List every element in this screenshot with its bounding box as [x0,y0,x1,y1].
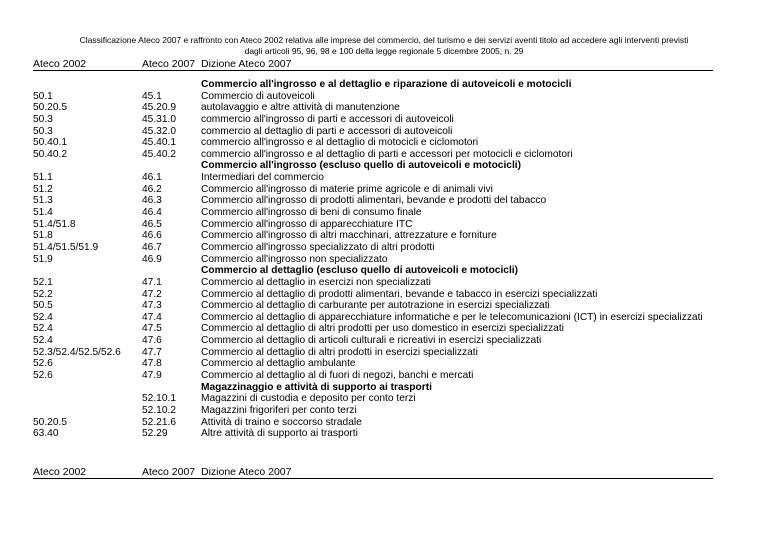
dizione-description: Commercio al dettaglio in esercizi non specializzati [201,276,431,288]
classification-table-body [33,79,723,440]
dizione-description: Commercio all'ingrosso di altri macchinari, attrezzature e forniture [201,230,497,242]
dizione-description: Commercio all'ingrosso di prodotti alimentari, bevande e prodotti del tabacco [201,195,547,207]
ateco-2002-code: 51.4 [33,207,53,219]
header-divider-bottom [33,478,713,479]
dizione-description: Altre attività di supporto ai trasporti [201,428,358,440]
table-row [33,254,723,266]
table-row [33,149,723,161]
ateco-2007-code: 46.5 [142,218,162,230]
ateco-2002-code: 50.5 [33,300,53,312]
column-header-dizione: Dizione Ateco 2007 [201,466,292,478]
table-row [33,347,723,359]
column-header-ateco-2007: Ateco 2007 [142,58,196,70]
dizione-description: Intermediari del commercio [201,172,324,184]
ateco-2002-code: 52.1 [33,276,53,288]
header-divider-top [33,70,713,71]
section-heading-row [33,79,723,91]
dizione-description: Commercio al dettaglio di altri prodotti in esercizi specializzati [201,346,478,358]
document-title-line-2: dagli articoli 95, 96, 98 e 100 della legge regionale 5 dicembre 2005, n. 29 [244,45,524,56]
dizione-description: Magazzinaggio e attività di supporto ai trasporti [201,381,432,393]
ateco-2007-code: 47.9 [142,370,162,382]
dizione-description: Commercio all'ingrosso e al dettaglio e riparazione di autoveicoli e motocicli [201,79,572,90]
table-row [33,230,723,242]
table-row [33,428,723,440]
ateco-2007-code: 45.1 [142,90,162,102]
ateco-2007-code: 52.29 [142,428,168,440]
ateco-2002-code: 51.2 [33,183,53,195]
ateco-2002-code: 50.20.5 [33,416,67,428]
table-row [33,300,723,312]
dizione-description: Commercio all'ingrosso (escluso quello di autoveicoli e motocicli) [201,160,522,172]
dizione-description: Commercio all'ingrosso di materie prime agricole e di animali vivi [201,183,493,195]
ateco-2002-code: 50.20.5 [33,102,67,114]
table-row [33,277,723,289]
table-row [33,126,723,138]
ateco-2007-code: 45.20.9 [142,102,176,114]
ateco-2007-code: 45.40.1 [142,137,176,149]
table-row [33,242,723,254]
ateco-2002-code: 51.9 [33,253,53,265]
table-row [33,102,723,114]
dizione-description: Commercio al dettaglio di prodotti alimentari, bevande e tabacco in esercizi specializzati [201,288,598,300]
ateco-2002-code: 52.4 [33,311,53,323]
ateco-2002-code: 50.3 [33,125,53,137]
dizione-description: Commercio al dettaglio di apparecchiature informatiche e per le telecomunicazioni (ICT) in esercizi specializzati [201,311,703,323]
ateco-2007-code: 45.31.0 [142,113,176,125]
table-row [33,172,723,184]
ateco-2002-code: 52.4 [33,323,53,335]
ateco-2002-code: 51.4/51.5/51.9 [33,241,99,253]
ateco-2007-code: 46.4 [142,207,162,219]
table-row [33,405,723,417]
ateco-2002-code: 63.40 [33,428,59,440]
table-row [33,137,723,149]
ateco-2002-code: 50.40.2 [33,148,67,160]
dizione-description: Commercio all'ingrosso di beni di consumo finale [201,207,422,219]
ateco-2007-code: 45.40.2 [142,148,176,160]
section-heading-row [33,160,723,172]
dizione-description: Magazzini frigoriferi per conto terzi [201,404,357,416]
table-row [33,195,723,207]
dizione-description: Commercio all'ingrosso specializzato di altri prodotti [201,241,435,253]
document-title-line-1: Classificazione Ateco 2007 e raffronto con Ateco 2002 relativa alle imprese del commercio, del turismo e dei servizi aventi titolo ad accedere agli interventi previsti [79,35,689,45]
dizione-description: autolavaggio e altre attività di manutenzione [201,102,400,114]
table-row [33,323,723,335]
ateco-2007-code: 47.5 [142,323,162,335]
dizione-description: commercio all'ingrosso e al dettaglio di motocicli e ciclomotori [201,137,479,149]
dizione-description: Attività di traino e soccorso stradale [201,416,362,428]
dizione-description: commercio all'ingrosso e al dettaglio di parti e accessori per motocicli e ciclomotori [201,148,573,160]
table-row [33,335,723,347]
dizione-description: Commercio al dettaglio ambulante [201,358,356,370]
column-header-ateco-2002: Ateco 2002 [33,466,87,478]
column-header-ateco-2007: Ateco 2007 [142,466,196,478]
ateco-2002-code: 50.1 [33,90,53,102]
ateco-2007-code: 46.1 [142,172,162,184]
ateco-2007-code: 47.7 [142,346,162,358]
section-heading-row [33,265,723,277]
ateco-2007-code: 47.4 [142,311,162,323]
ateco-2007-code: 52.21.6 [142,416,176,428]
dizione-description: Commercio di autoveicoli [201,90,315,102]
dizione-description: commercio all'ingrosso di parti e accessori di autoveicoli [201,113,454,125]
column-header-ateco-2002: Ateco 2002 [33,58,87,70]
ateco-2002-code: 50.3 [33,113,53,125]
table-row [33,370,723,382]
dizione-description: commercio al dettaglio di parti e accessori di autoveicoli [201,125,453,137]
table-row [33,358,723,370]
dizione-description: Commercio al dettaglio di carburante per autotrazione in esercizi specializzati [201,300,550,312]
ateco-2002-code: 52.2 [33,288,53,300]
document-header [0,35,768,56]
ateco-2002-code: 50.40.1 [33,137,67,149]
dizione-description: Commercio al dettaglio al di fuori di negozi, banchi e mercati [201,370,474,382]
column-header-dizione: Dizione Ateco 2007 [201,58,292,70]
ateco-2007-code: 47.8 [142,358,162,370]
ateco-2007-code: 52.10.2 [142,404,176,416]
section-heading-row [33,382,723,394]
dizione-description: Commercio al dettaglio di articoli culturali e ricreativi in esercizi specializzati [201,335,542,347]
table-row [33,114,723,126]
table-row [33,393,723,405]
table-row [33,219,723,231]
ateco-2002-code: 51.8 [33,230,53,242]
dizione-description: Commercio all'ingrosso non specializzato [201,253,388,265]
ateco-2007-code: 47.1 [142,276,162,288]
ateco-2002-code: 51.3 [33,195,53,207]
dizione-description: Magazzini di custodia e deposito per conto terzi [201,393,416,405]
table-row [33,289,723,301]
ateco-2002-code: 51.1 [33,172,53,184]
ateco-2007-code: 47.2 [142,288,162,300]
ateco-2007-code: 47.3 [142,300,162,312]
ateco-2007-code: 47.6 [142,335,162,347]
ateco-2002-code: 52.4 [33,335,53,347]
ateco-2002-code: 52.6 [33,358,53,370]
ateco-2007-code: 52.10.1 [142,393,176,405]
table-row [33,91,723,103]
ateco-2007-code: 46.6 [142,230,162,242]
ateco-2002-code: 52.6 [33,370,53,382]
ateco-2007-code: 46.3 [142,195,162,207]
table-row [33,207,723,219]
dizione-description: Commercio al dettaglio di altri prodotti per uso domestico in esercizi specializzati [201,323,564,335]
table-row [33,417,723,429]
ateco-2007-code: 46.2 [142,183,162,195]
dizione-description: Commercio al dettaglio (escluso quello di autoveicoli e motocicli) [201,265,519,277]
ateco-2007-code: 46.9 [142,253,162,265]
ateco-2002-code: 51.4/51.8 [33,218,76,230]
dizione-description: Commercio all'ingrosso di apparecchiature ITC [201,218,413,230]
table-row [33,184,723,196]
ateco-2007-code: 45.32.0 [142,125,176,137]
ateco-2002-code: 52.3/52.4/52.5/52.6 [33,346,121,358]
ateco-2007-code: 46.7 [142,241,162,253]
table-row [33,312,723,324]
